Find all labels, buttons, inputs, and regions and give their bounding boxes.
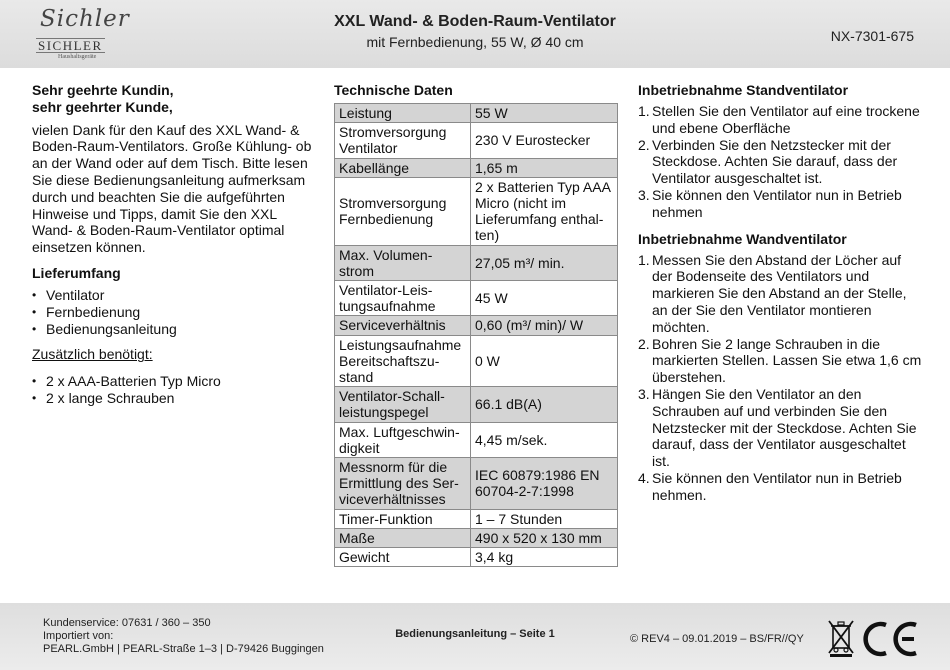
table-row [335, 281, 618, 316]
step-number: 2. [638, 335, 650, 352]
service-line: Kundenservice: 07631 / 360 – 350 [43, 617, 211, 629]
spec-value: 45 W [471, 281, 618, 316]
greeting-line-2: sehr geehrter Kunde, [32, 98, 173, 115]
step-text: Verbinden Sie den Netzstecker mit der Steckdose. Achten Sie darauf, dass der Ventilator ausgeschaltet ist. [652, 136, 898, 187]
spec-label: Leistungsaufnahme Bereitschaftszu-stand [335, 335, 471, 387]
table-row [335, 509, 618, 528]
page-header [0, 0, 950, 68]
logo-script: Sichler [40, 6, 130, 32]
imported-line: Importiert von: [43, 630, 114, 643]
list-item [638, 336, 923, 386]
spec-label: Ventilator-Leis-tungsaufnahme [335, 281, 471, 316]
table-row [335, 104, 618, 123]
spec-label: Ventilator-Schall-leistungspegel [335, 387, 471, 422]
spec-value: 490 x 520 x 130 mm [471, 528, 618, 547]
specs-table [334, 103, 618, 567]
spec-value: IEC 60879:1986 EN 60704-2-7:1998 [471, 458, 618, 510]
spec-value: 4,45 m/sek. [471, 422, 618, 457]
spec-value: 0 W [471, 335, 618, 387]
spec-label: Leistung [335, 104, 471, 123]
specs-column [334, 82, 618, 567]
list-item [638, 103, 923, 137]
spec-label: Gewicht [335, 548, 471, 567]
spec-value: 1 – 7 Stunden [471, 509, 618, 528]
step-number: 3. [638, 186, 650, 203]
step-number: 1. [638, 251, 650, 268]
wall-heading: Inbetriebnahme Wandventilator [638, 230, 847, 247]
list-item [638, 187, 923, 221]
spec-value: 230 V Eurostecker [471, 123, 618, 158]
spec-label: Maße [335, 528, 471, 547]
scope-heading: Lieferumfang [32, 264, 121, 281]
spec-value: 66.1 dB(A) [471, 387, 618, 422]
spec-value: 1,65 m [471, 158, 618, 177]
list-item [638, 470, 923, 504]
table-row [335, 528, 618, 547]
table-row [335, 123, 618, 158]
document-subtitle: mit Fernbedienung, 55 W, Ø 40 cm [366, 34, 584, 50]
table-row [335, 158, 618, 177]
spec-label: Timer-Funktion [335, 509, 471, 528]
table-row [335, 335, 618, 387]
table-row [335, 316, 618, 335]
step-text: Sie können den Ventilator nun in Betrieb nehmen [652, 186, 902, 220]
page-footer [0, 603, 950, 670]
extra-heading: Zusätzlich benötigt: [32, 346, 153, 363]
logo-brand: SICHLER [38, 38, 103, 53]
scope-list [32, 287, 317, 337]
document-title: XXL Wand- & Boden-Raum-Ventilator [334, 13, 616, 30]
stand-heading: Inbetriebnahme Standventilator [638, 82, 849, 98]
greeting [32, 82, 317, 116]
revision-note: © REV4 – 09.01.2019 – BS/FR//QY [630, 633, 804, 645]
step-number: 4. [638, 469, 650, 486]
list-item [638, 252, 923, 336]
extra-list [32, 373, 317, 407]
list-item [638, 137, 923, 187]
footer-contact [43, 617, 324, 657]
step-text: Stellen Sie den Ventilator auf eine trockene und ebene Oberfläche [652, 103, 920, 136]
stand-steps [638, 103, 923, 221]
spec-label: Stromversorgung Ventilator [335, 123, 471, 158]
spec-label: Max. Volumen-strom [335, 245, 471, 280]
table-row [335, 177, 618, 245]
page-label: Bedienungsanleitung – Seite 1 [395, 628, 555, 640]
list-item: • Fernbedienung [46, 304, 317, 321]
list-item: • 2 x AAA-Batterien Typ Micro [46, 373, 317, 390]
table-row [335, 458, 618, 510]
ce-mark-icon [860, 619, 920, 659]
spec-value: 55 W [471, 104, 618, 123]
sichler-logo [28, 6, 130, 60]
step-text: Bohren Sie 2 lange Schrauben in die markierten Stellen. Lassen Sie etwa 1,6 cm überstehen. [652, 335, 922, 386]
list-item: • 2 x lange Schrauben [46, 390, 317, 407]
wall-steps [638, 252, 923, 504]
list-item: • Ventilator [46, 287, 317, 304]
list-item [638, 386, 923, 470]
spec-value: 2 x Batterien Typ AAA Micro (nicht im Lieferumfang enthal-ten) [471, 177, 618, 245]
spec-label: Serviceverhältnis [335, 316, 471, 335]
table-row [335, 387, 618, 422]
specs-heading: Technische Daten [334, 82, 453, 98]
list-item: • Bedienungsanleitung [46, 321, 317, 338]
spec-label: Messnorm für die Ermittlung des Ser-viceverhältnisses [335, 458, 471, 510]
spec-label: Max. Luftgeschwin-digkeit [335, 422, 471, 457]
table-row [335, 548, 618, 567]
setup-column [638, 82, 923, 514]
step-text: Sie können den Ventilator nun in Betrieb nehmen. [652, 469, 902, 503]
step-number: 2. [638, 136, 650, 153]
spec-value: 3,4 kg [471, 548, 618, 567]
table-row [335, 422, 618, 457]
weee-bin-icon [826, 617, 856, 657]
spec-label: Kabellänge [335, 158, 471, 177]
step-number: 3. [638, 385, 650, 402]
logo-subtitle: Haushaltsgeräte [58, 54, 97, 60]
address-line: PEARL.GmbH | PEARL-Straße 1–3 | D-79426 Buggingen [43, 643, 324, 656]
greeting-line-1: Sehr geehrte Kundin, [32, 82, 174, 98]
table-row [335, 245, 618, 280]
spec-value: 27,05 m³/ min. [471, 245, 618, 280]
spec-value: 0,60 (m³/ min)/ W [471, 316, 618, 335]
step-text: Hängen Sie den Ventilator an den Schrauben auf und verbinden Sie den Netzstecker mit der Steckdose. Achten Sie darauf, dass der Ventilator ausgeschaltet ist. [652, 385, 917, 470]
intro-text: vielen Dank für den Kauf des XXL Wand- & Boden-Raum-Ventilators. Große Kühlung- ob an der Wand oder auf dem Tisch. Bitte lesen Sie diese Bedienungsanleitung aufmerksam durch und beachten Sie die aufgeführten Hinweise und Tipps, damit Sie den XXL Wand- & Boden-Raum-Ventilator optimal einsetzen können. [32, 121, 312, 256]
step-number: 1. [638, 103, 650, 119]
step-text: Messen Sie den Abstand der Löcher auf der Bodenseite des Ventilators und markieren Sie den Abstand an der Stelle, an der Sie den Ventilator montieren möchten. [652, 251, 907, 335]
product-code: NX-7301-675 [830, 28, 914, 44]
spec-label: Stromversorgung Fernbedienung [335, 177, 471, 245]
intro-column [32, 82, 317, 416]
